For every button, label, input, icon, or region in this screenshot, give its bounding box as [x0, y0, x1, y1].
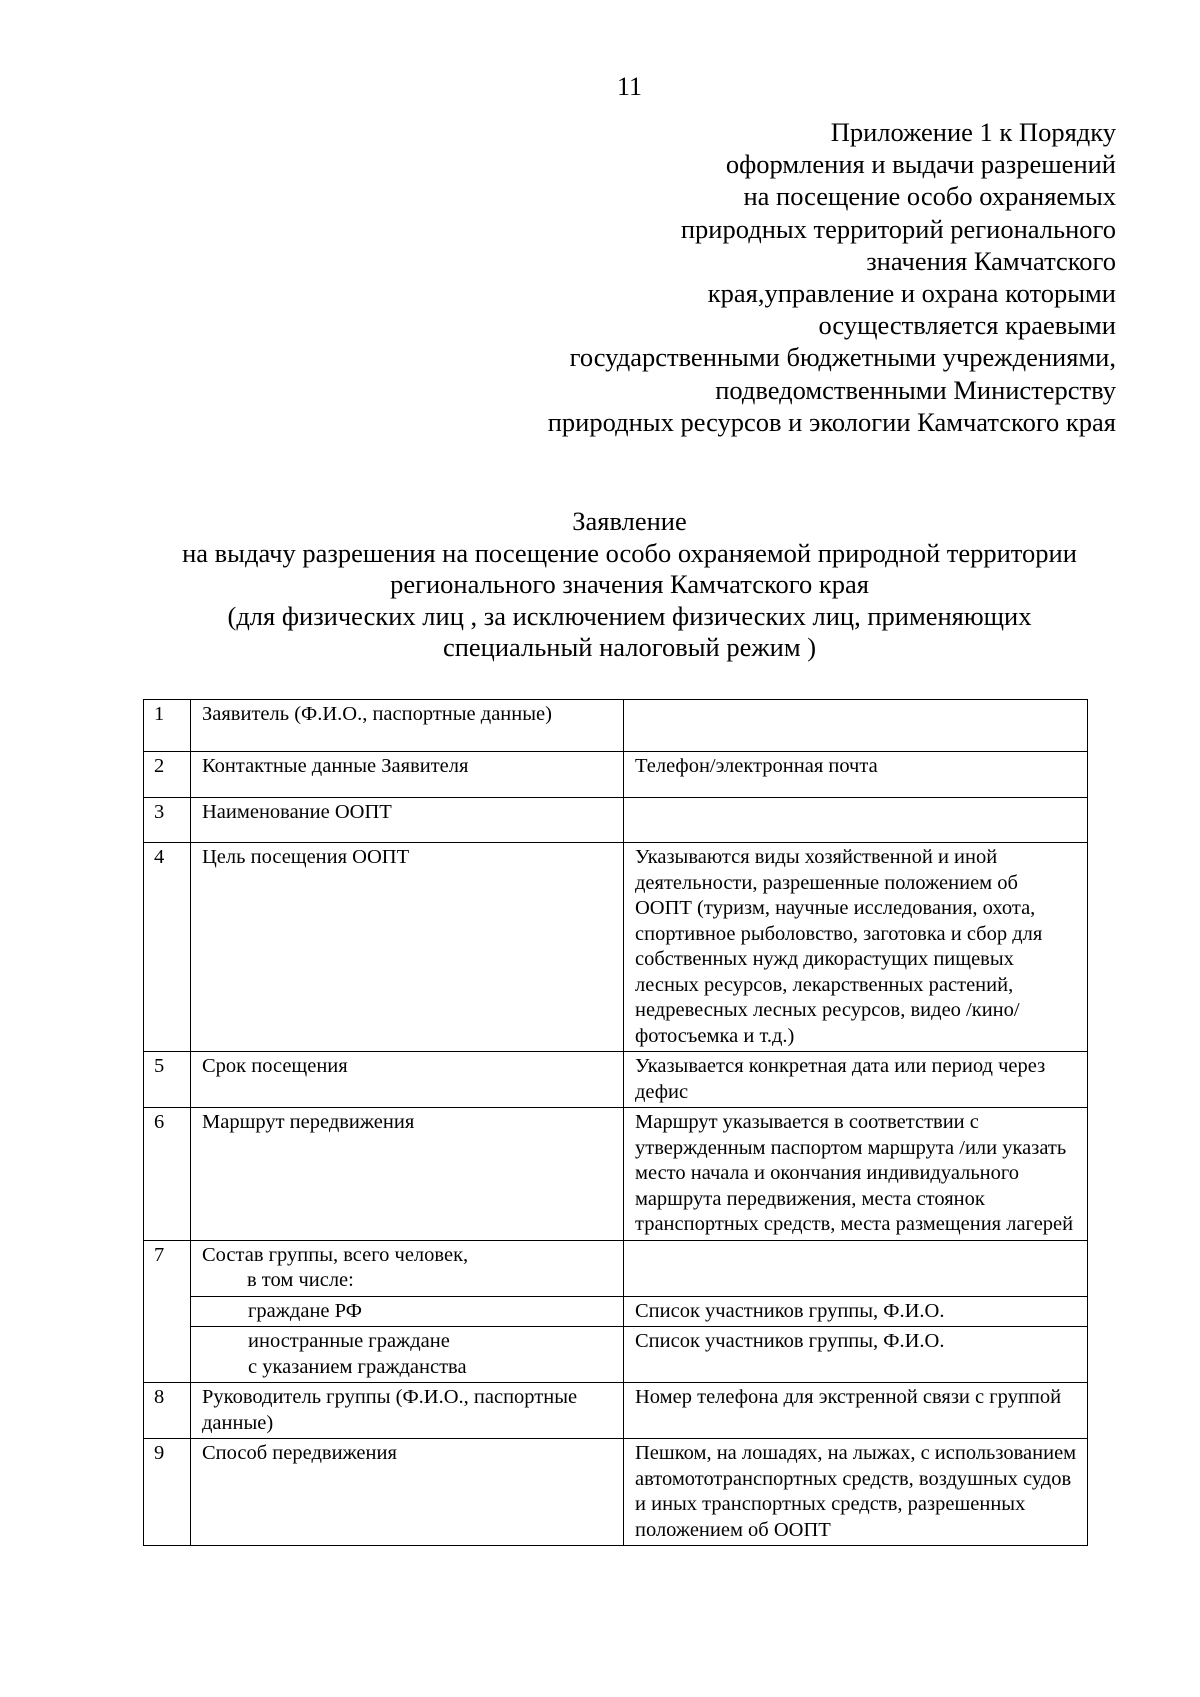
appendix-line: оформления и выдачи разрешений	[725, 149, 1116, 180]
appendix-line: Приложение 1 к Порядку	[830, 117, 1116, 147]
title-line: (для физических лиц , за исключением физических лиц, применяющих	[227, 600, 1032, 631]
row-value[interactable]: Маршрут указывается в соответствии с утвержденным паспортом маршрута /или указать место начала и окончания индивидуального маршрута передвижения, места стоянок транспортных средств, места размещения лагерей	[624, 1108, 1088, 1241]
table-row	[144, 1240, 1088, 1296]
title-line: Заявление	[572, 506, 687, 536]
row-value[interactable]: Телефон/электронная почта	[624, 752, 1088, 798]
table-row	[144, 1327, 1088, 1383]
row-label-sub: в том числе:	[247, 1269, 354, 1291]
appendix-line: осуществляется краевыми	[818, 310, 1116, 341]
row-label: Способ передвижения	[191, 1439, 624, 1546]
appendix-line: государственными бюджетными учреждениями,	[569, 342, 1116, 373]
row-label-sub: с указанием гражданства	[248, 1355, 467, 1378]
appendix-line: на посещение особо охраняемых	[743, 181, 1116, 212]
row-label: Срок посещения	[191, 1052, 624, 1108]
row-label: Контактные данные Заявителя	[191, 752, 624, 798]
row-number: 7	[144, 1240, 191, 1383]
row-value[interactable]: Указывается конкретная дата или период через дефис	[624, 1052, 1088, 1108]
row-number: 9	[144, 1439, 191, 1546]
row-number: 5	[144, 1052, 191, 1108]
row-label: Маршрут передвижения	[191, 1108, 624, 1241]
table-row	[144, 1052, 1088, 1108]
application-table	[143, 699, 1088, 1546]
row-label: Заявитель (Ф.И.О., паспортные данные)	[191, 700, 624, 752]
page-number: 11	[616, 72, 643, 101]
title-line: на выдачу разрешения на посещение особо охраняемой природной территории	[182, 537, 1077, 568]
appendix-line: подведомственными Министерству	[715, 374, 1116, 405]
table-row	[144, 700, 1088, 752]
table-row	[144, 798, 1088, 843]
row-value[interactable]: Номер телефона для экстренной связи с группой	[624, 1383, 1088, 1439]
table-row	[144, 1383, 1088, 1439]
row-value[interactable]: Список участников группы, Ф.И.О.	[624, 1296, 1088, 1327]
row-label: Цель посещения ООПТ	[191, 843, 624, 1052]
table-row	[144, 1108, 1088, 1241]
row-label-main: иностранные граждане	[248, 1330, 450, 1352]
row-value[interactable]: Список участников группы, Ф.И.О.	[624, 1327, 1088, 1383]
row-number: 3	[144, 798, 191, 843]
row-label	[191, 1240, 624, 1296]
appendix-line: природных территорий регионального	[680, 213, 1116, 244]
row-label	[191, 1327, 624, 1383]
row-label-main: Состав группы, всего человек,	[202, 1243, 469, 1266]
row-value[interactable]: Указываются виды хозяйственной и иной деятельности, разрешенные положением об ООПТ (туризм, научные исследования, охота, спортивное рыболовство, заготовка и сбор для собственных нужд дикорастущих пищевых лесных ресурсов, лекарственных растений, недревесных лесных ресурсов, видео /кино/фотосъемка и т.д.)	[624, 843, 1088, 1052]
row-label: граждане РФ	[191, 1296, 624, 1327]
title-line: специальный налоговый режим )	[442, 632, 817, 662]
row-label: Наименование ООПТ	[191, 798, 624, 843]
row-value[interactable]	[624, 700, 1088, 752]
table-row	[144, 843, 1088, 1052]
row-value[interactable]	[624, 798, 1088, 843]
title-line: регионального значения Камчатского края	[390, 569, 869, 599]
appendix-reference	[548, 116, 1116, 438]
row-number: 1	[144, 700, 191, 752]
row-number: 8	[144, 1383, 191, 1439]
document-title	[0, 506, 1200, 664]
table-row	[144, 1439, 1088, 1546]
row-number: 6	[144, 1108, 191, 1241]
row-label: Руководитель группы (Ф.И.О., паспортные данные)	[191, 1383, 624, 1439]
appendix-line: природных ресурсов и экологии Камчатского края	[547, 406, 1116, 437]
row-number: 4	[144, 843, 191, 1052]
row-value[interactable]	[624, 1240, 1088, 1296]
appendix-line: края,управление и охрана которыми	[707, 278, 1116, 309]
row-number: 2	[144, 752, 191, 798]
table-row	[144, 752, 1088, 798]
table-row	[144, 1296, 1088, 1327]
row-value[interactable]: Пешком, на лошадях, на лыжах, с использованием автомототранспортных средств, воздушных судов и иных транспортных средств, разрешенных положением об ООПТ	[624, 1439, 1088, 1546]
appendix-line: значения Камчатского	[866, 245, 1116, 276]
